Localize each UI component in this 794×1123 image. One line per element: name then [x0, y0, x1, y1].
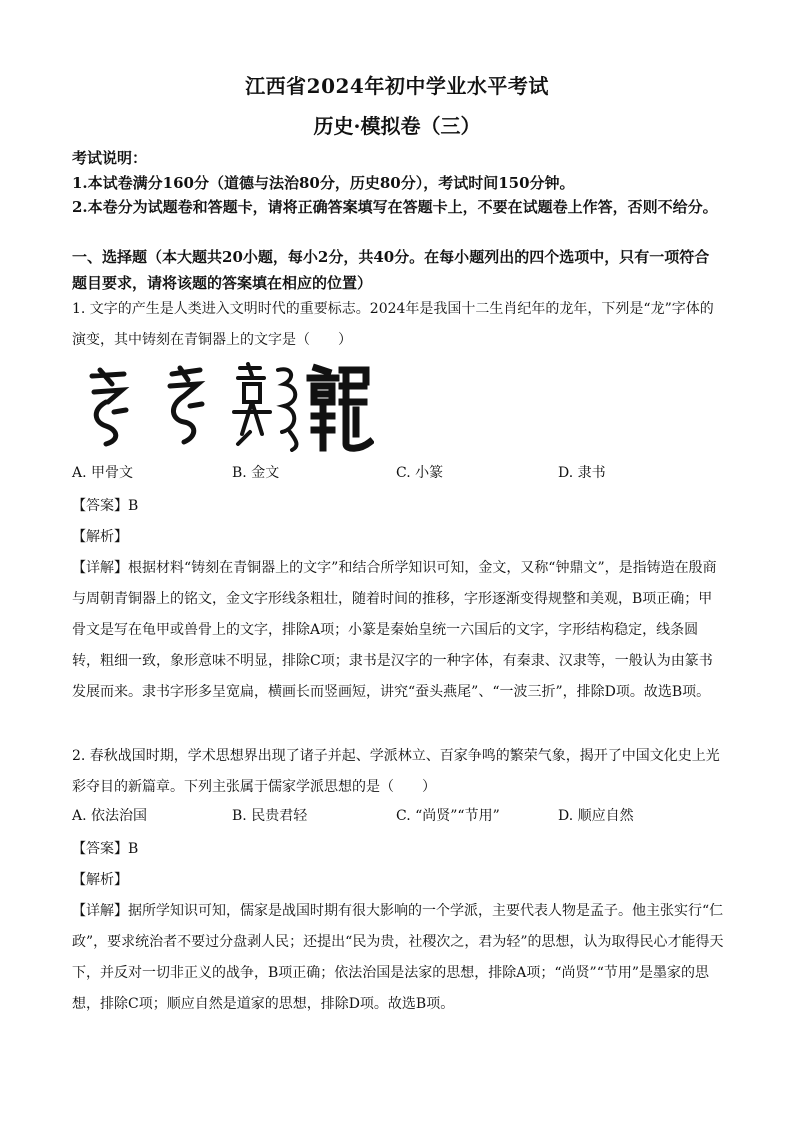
option-d[interactable]: D. 顺应自然 [558, 808, 634, 824]
exam-subtitle: 历史·模拟卷（三） [313, 114, 481, 138]
clerical-script-dragon-glyph [310, 368, 370, 448]
option-b[interactable]: B. 金文 [232, 465, 280, 481]
exam-title: 江西省2024年初中学业水平考试 [245, 74, 549, 98]
option-a[interactable]: A. 依法治国 [72, 808, 148, 824]
question-1-detail: 【详解】根据材料“铸刻在青铜器上的文字”和结合所学知识可知，金文，又称“钟鼎文”，是指铸造在殷商与周朝青铜器上的铭文，金文字形线条粗壮，随着时间的推移，字形逐渐变得规整和美观，B项正确；甲骨文是写在龟甲或兽骨上的文字，排除A项；小篆是秦始皇统一六国后的文字，字形结构稳定，线条圆转，粗细一致，象形意味不明显，排除C项；隶书是汉字的一种字体，有秦隶、汉隶等，一般认为由篆书发展而来。隶书字形多呈宽扁，横画长而竖画短，讲究“蚕头燕尾”、“一波三折”，排除D项。故选B项。 [72, 560, 717, 700]
question-2-detail: 【详解】据所学知识可知，儒家是战国时期有很大影响的一个学派，主要代表人物是孟子。他主张实行“仁政”，要求统治者不要过分盘剥人民；还提出“民为贵，社稷次之，君为轻”的思想，认为取得民心才能得天下，并反对一切非正义的战争，B项正确；依法治国是法家的思想，排除A项；“尚贤”“节用”是墨家的思想，排除C项；顺应自然是道家的思想，排除D项。故选B项。 [72, 903, 724, 1012]
option-d[interactable]: D. 隶书 [558, 465, 606, 481]
question-1-options [72, 462, 724, 488]
dragon-script-images [84, 362, 374, 452]
instructions-heading: 考试说明： [72, 149, 148, 167]
question-2-options [72, 805, 724, 831]
option-c[interactable]: C. “尚贤”“节用” [396, 808, 500, 824]
oracle-bone-dragon-glyph [92, 370, 126, 444]
section-heading: 一、选择题（本大题共20小题，每小2分，共40分。在每小题列出的四个选项中，只有一项符合题目要求，请将该题的答案填在相应的位置） [72, 248, 710, 292]
option-c[interactable]: C. 小篆 [396, 465, 444, 481]
question-1-answer: 【答案】B [72, 498, 139, 514]
option-a[interactable]: A. 甲骨文 [72, 465, 134, 481]
question-2-answer: 【答案】B [72, 841, 139, 857]
question-1-stem: 1. 文字的产生是人类进入文明时代的重要标志。2024年是我国十二生肖纪年的龙年，下列是“龙”字体的演变，其中铸刻在青铜器上的文字是（ ） [72, 301, 714, 348]
instruction-item-2: 2.本卷分为试题卷和答题卡，请将正确答案填写在答题卡上，不要在试题卷上作答，否则不给分。 [72, 198, 718, 216]
option-b[interactable]: B. 民贵君轻 [232, 808, 308, 824]
bronze-inscription-dragon-glyph [170, 368, 202, 442]
question-2-analysis-label: 【解析】 [72, 872, 128, 888]
question-1-analysis-label: 【解析】 [72, 529, 128, 545]
question-2-stem: 2. 春秋战国时期，学术思想界出现了诸子并起、学派林立、百家争鸣的繁荣气象，揭开了中国文化史上光彩夺目的新篇章。下列主张属于儒家学派思想的是（ ） [72, 748, 720, 795]
instruction-item-1: 1.本试卷满分160分（道德与法治80分，历史80分），考试时间150分钟。 [72, 174, 575, 192]
small-seal-dragon-glyph [234, 364, 296, 450]
